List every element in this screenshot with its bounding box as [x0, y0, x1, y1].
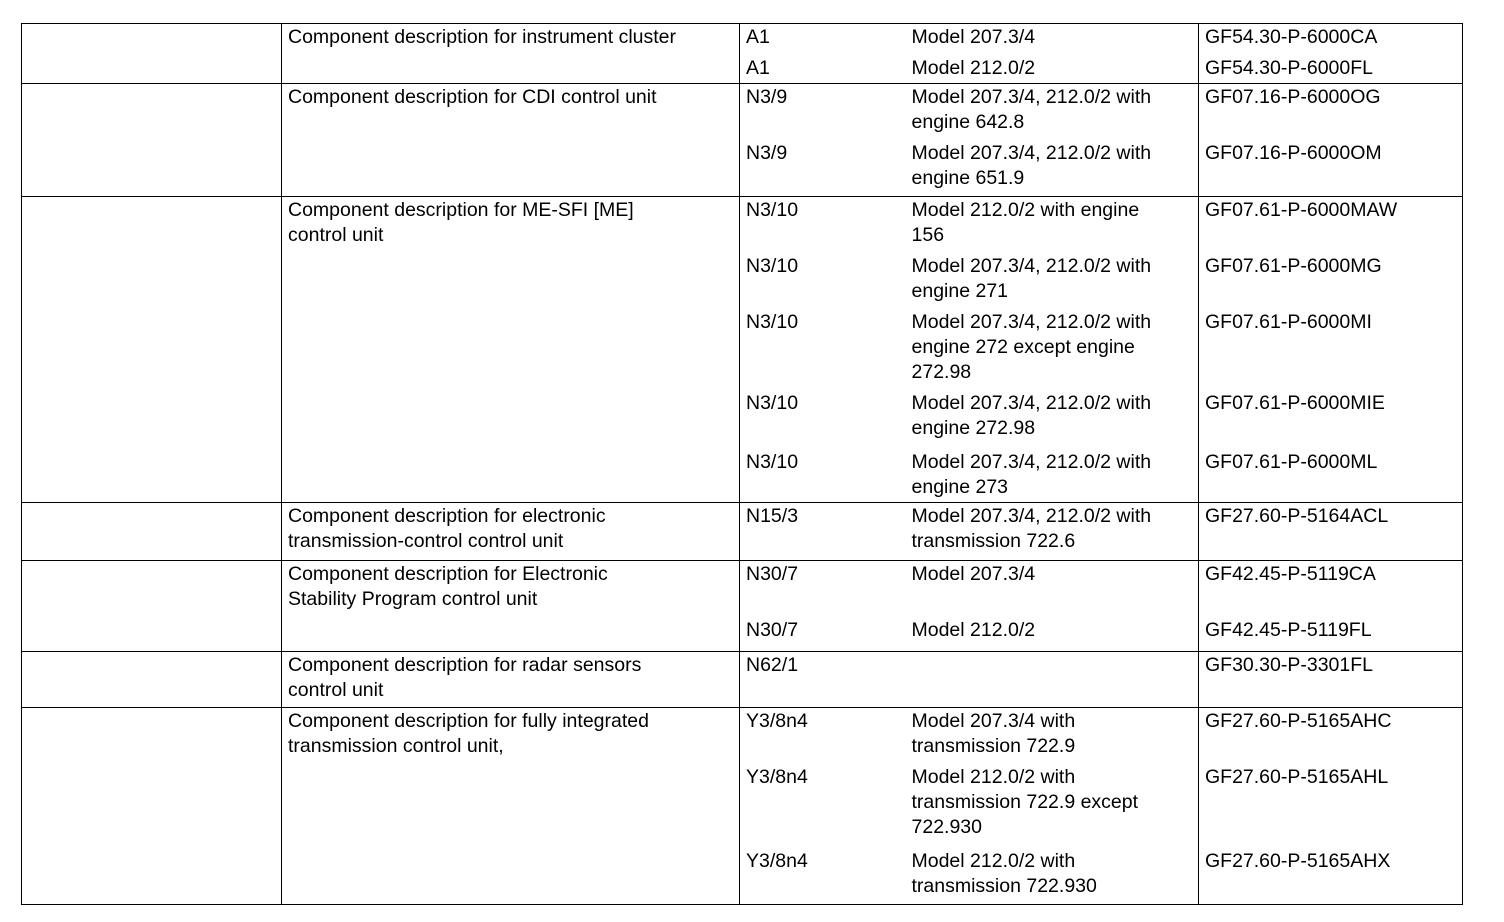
component-description: Component description for radar sensors control unit [288, 654, 642, 701]
code-cell [740, 561, 906, 652]
model-cell [906, 24, 1199, 84]
table-row [22, 24, 1463, 84]
document-number: GF07.16-P-6000OM [1205, 142, 1382, 164]
component-code: Y3/8n4 [746, 850, 808, 872]
table-row [22, 652, 1463, 708]
document-number: GF07.61-P-6000MG [1205, 255, 1382, 277]
component-code: N3/10 [746, 311, 799, 333]
document-number: GF27.60-P-5165AHX [1205, 850, 1391, 872]
component-description: Component description for instrument cluster [288, 26, 677, 48]
model-cell [906, 197, 1199, 503]
model-applicability: Model 207.3/4, 212.0/2 with transmission 722.6 [911, 505, 1152, 552]
document-number: GF54.30-P-6000FL [1205, 57, 1374, 79]
document-number: GF07.61-P-6000ML [1205, 451, 1378, 473]
empty-cell [22, 197, 282, 503]
empty-cell [22, 708, 282, 905]
component-code: N3/10 [746, 392, 799, 414]
component-code: N15/3 [746, 505, 799, 527]
document-cell [1199, 503, 1463, 561]
model-cell [906, 708, 1199, 905]
table-row [22, 561, 1463, 652]
document-cell [1199, 197, 1463, 503]
model-applicability: Model 207.3/4, 212.0/2 with engine 272 except engine 272.98 [911, 311, 1152, 383]
model-applicability: Model 207.3/4, 212.0/2 with engine 651.9 [911, 142, 1152, 189]
document-number: GF54.30-P-6000CA [1205, 26, 1378, 48]
model-applicability: Model 207.3/4 [911, 563, 1036, 585]
code-cell [740, 84, 906, 197]
code-cell [740, 197, 906, 503]
component-description: Component description for electronic transmission-control control unit [288, 505, 606, 552]
component-code: N30/7 [746, 563, 799, 585]
component-description: Component description for ME-SFI [ME] control unit [288, 199, 634, 246]
document-cell [1199, 24, 1463, 84]
document-number: GF27.60-P-5165AHC [1205, 710, 1392, 732]
model-applicability: Model 207.3/4, 212.0/2 with engine 273 [911, 451, 1152, 498]
code-cell [740, 503, 906, 561]
model-applicability: Model 207.3/4, 212.0/2 with engine 272.98 [911, 392, 1152, 439]
document-cell [1199, 561, 1463, 652]
document-number: GF07.61-P-6000MAW [1205, 199, 1398, 221]
description-cell [282, 652, 740, 708]
document-number: GF42.45-P-5119FL [1205, 619, 1372, 641]
description-cell [282, 503, 740, 561]
component-code: N3/10 [746, 199, 799, 221]
component-code: Y3/8n4 [746, 710, 808, 732]
component-code: N3/10 [746, 255, 799, 277]
document-cell [1199, 652, 1463, 708]
model-applicability: Model 207.3/4, 212.0/2 with engine 642.8 [911, 86, 1152, 133]
code-cell [740, 652, 906, 708]
component-code: Y3/8n4 [746, 766, 808, 788]
model-cell [906, 503, 1199, 561]
empty-cell [22, 24, 282, 84]
component-code: A1 [746, 57, 770, 79]
document-cell [1199, 84, 1463, 197]
model-applicability: Model 212.0/2 [911, 57, 1036, 79]
code-cell [740, 24, 906, 84]
description-cell [282, 84, 740, 197]
model-applicability: Model 212.0/2 with transmission 722.930 [911, 850, 1097, 897]
component-code: N30/7 [746, 619, 799, 641]
table-row [22, 84, 1463, 197]
model-cell [906, 561, 1199, 652]
document-number: GF07.61-P-6000MI [1205, 311, 1372, 333]
table-row [22, 197, 1463, 503]
component-description: Component description for CDI control unit [288, 86, 657, 108]
empty-cell [22, 561, 282, 652]
document-cell [1199, 708, 1463, 905]
component-code: N3/9 [746, 86, 788, 108]
model-applicability: Model 212.0/2 with engine 156 [911, 199, 1140, 246]
component-description: Component description for fully integrated transmission control unit, [288, 710, 649, 757]
empty-cell [22, 503, 282, 561]
description-cell [282, 24, 740, 84]
code-cell [740, 708, 906, 905]
table-row [22, 503, 1463, 561]
component-code: N62/1 [746, 654, 799, 676]
model-cell [906, 84, 1199, 197]
description-cell [282, 708, 740, 905]
model-applicability: Model 207.3/4 [911, 26, 1036, 48]
document-number: GF27.60-P-5165AHL [1205, 766, 1389, 788]
empty-cell [22, 84, 282, 197]
model-cell [906, 652, 1199, 708]
component-code: N3/10 [746, 451, 799, 473]
empty-cell [22, 652, 282, 708]
component-code: A1 [746, 26, 770, 48]
model-applicability: Model 207.3/4, 212.0/2 with engine 271 [911, 255, 1152, 302]
table-row [22, 708, 1463, 905]
document-number: GF07.61-P-6000MIE [1205, 392, 1385, 414]
component-description: Component description for Electronic Stability Program control unit [288, 563, 608, 610]
component-code: N3/9 [746, 142, 788, 164]
model-applicability [906, 652, 1199, 653]
description-cell [282, 561, 740, 652]
model-applicability: Model 212.0/2 with transmission 722.9 except 722.930 [911, 766, 1139, 838]
model-applicability: Model 207.3/4 with transmission 722.9 [911, 710, 1076, 757]
document-number: GF30.30-P-3301FL [1205, 654, 1374, 676]
document-number: GF27.60-P-5164ACL [1205, 505, 1389, 527]
description-cell [282, 197, 740, 503]
model-applicability: Model 212.0/2 [911, 619, 1036, 641]
document-number: GF07.16-P-6000OG [1205, 86, 1381, 108]
component-reference-table [21, 23, 1463, 905]
document-number: GF42.45-P-5119CA [1205, 563, 1376, 585]
